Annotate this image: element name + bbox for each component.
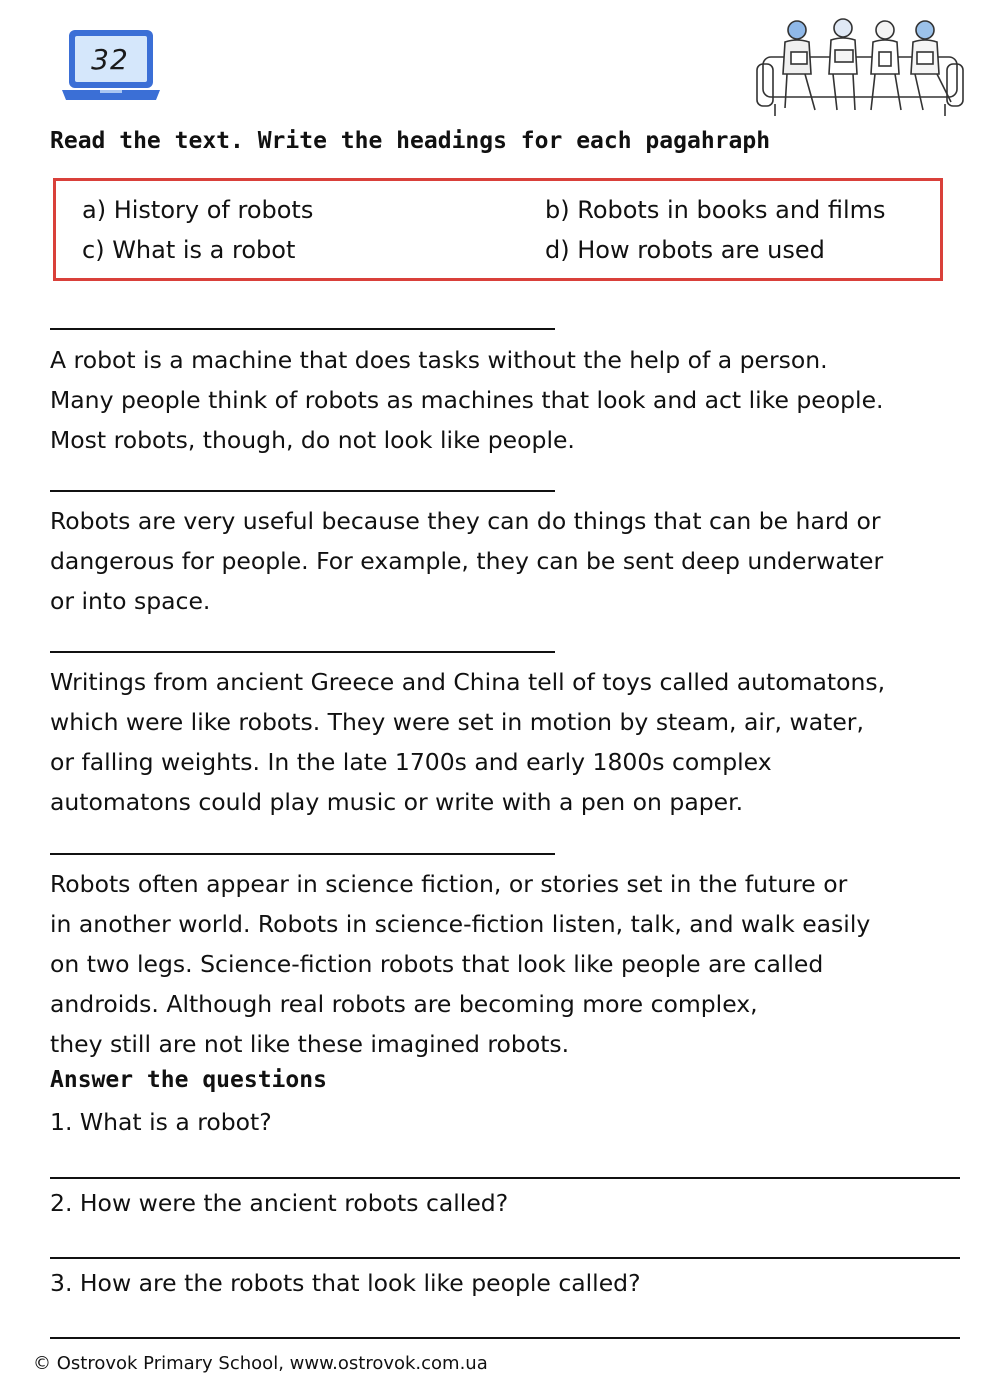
paragraph-line: they still are not like these imagined robots. bbox=[50, 1030, 570, 1058]
paragraph-line: automatons could play music or write with a pen on paper. bbox=[50, 788, 744, 816]
heading-answer-line-4[interactable] bbox=[50, 853, 555, 855]
page-number-badge bbox=[60, 28, 162, 102]
heading-option-a: a) History of robots bbox=[82, 196, 314, 224]
answer-line-1[interactable] bbox=[50, 1177, 960, 1179]
paragraph-line: Many people think of robots as machines that look and act like people. bbox=[50, 386, 884, 414]
paragraph-line: or falling weights. In the late 1700s and early 1800s complex bbox=[50, 748, 772, 776]
heading-answer-line-1[interactable] bbox=[50, 328, 555, 330]
paragraph-line: dangerous for people. For example, they can be sent deep underwater bbox=[50, 547, 884, 575]
paragraph-line: Robots often appear in science fiction, or stories set in the future or bbox=[50, 870, 848, 898]
paragraph-3 bbox=[50, 662, 970, 822]
headings-box bbox=[53, 178, 943, 281]
question-2: 2. How were the ancient robots called? bbox=[50, 1189, 509, 1217]
answer-line-3[interactable] bbox=[50, 1337, 960, 1339]
question-1: 1. What is a robot? bbox=[50, 1108, 272, 1136]
paragraph-1 bbox=[50, 340, 970, 460]
page-number: 32 bbox=[91, 42, 129, 76]
heading-option-d: d) How robots are used bbox=[545, 236, 825, 264]
question-3: 3. How are the robots that look like people called? bbox=[50, 1269, 641, 1297]
questions-title: Answer the questions bbox=[50, 1067, 327, 1093]
answer-line-2[interactable] bbox=[50, 1257, 960, 1259]
paragraph-line: A robot is a machine that does tasks without the help of a person. bbox=[50, 346, 828, 374]
instruction-text: Read the text. Write the headings for each pagahraph bbox=[50, 128, 771, 154]
people-on-sofa-illustration bbox=[755, 12, 965, 124]
paragraph-line: Most robots, though, do not look like people. bbox=[50, 426, 575, 454]
paragraph-line: or into space. bbox=[50, 587, 211, 615]
paragraph-line: Robots are very useful because they can do things that can be hard or bbox=[50, 507, 881, 535]
paragraph-line: in another world. Robots in science-fiction listen, talk, and walk easily bbox=[50, 910, 871, 938]
paragraph-line: Writings from ancient Greece and China tell of toys called automatons, bbox=[50, 668, 886, 696]
paragraph-line: on two legs. Science-fiction robots that look like people are called bbox=[50, 950, 824, 978]
heading-option-b: b) Robots in books and films bbox=[545, 196, 886, 224]
paragraph-2 bbox=[50, 501, 970, 621]
heading-answer-line-3[interactable] bbox=[50, 651, 555, 653]
heading-option-c: c) What is a robot bbox=[82, 236, 296, 264]
paragraph-4 bbox=[50, 864, 970, 1064]
heading-answer-line-2[interactable] bbox=[50, 490, 555, 492]
paragraph-line: androids. Although real robots are becoming more complex, bbox=[50, 990, 758, 1018]
paragraph-line: which were like robots. They were set in motion by steam, air, water, bbox=[50, 708, 864, 736]
footer-copyright: © Ostrovok Primary School, www.ostrovok.com.ua bbox=[33, 1353, 488, 1374]
